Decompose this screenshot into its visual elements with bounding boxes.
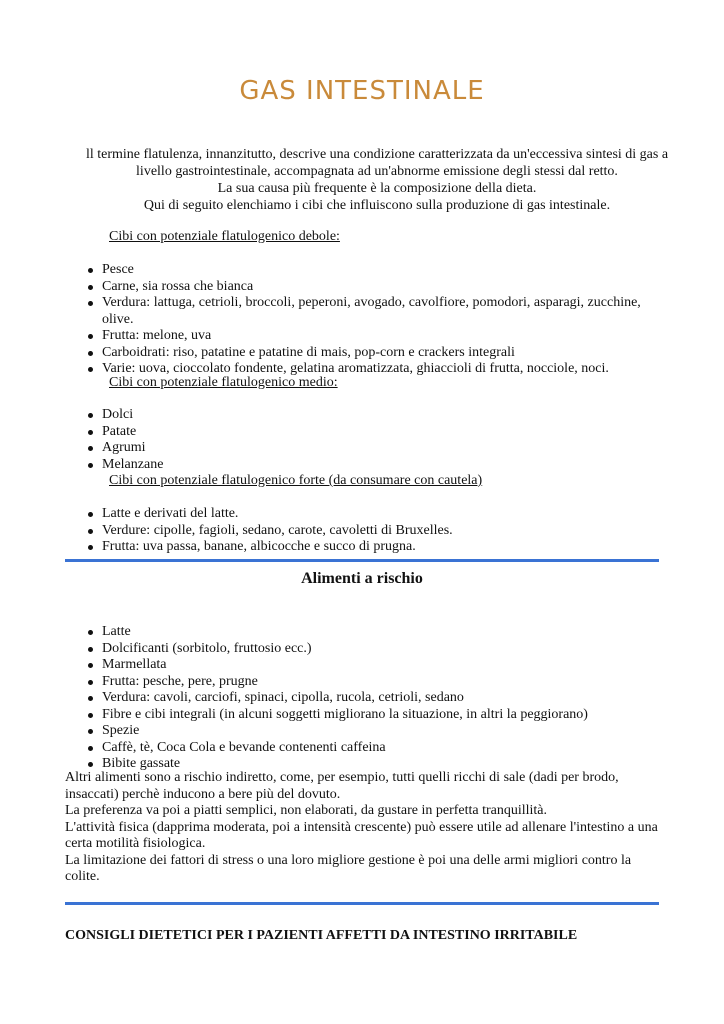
footer-heading: CONSIGLI DIETETICI PER I PAZIENTI AFFETTI DA INTESTINO IRRITABILE: [65, 928, 578, 943]
list-item: Verdura: lattuga, cetrioli, broccoli, peperoni, avogado, cavolfiore, pomodori, asparagi, zucchine, olive.: [82, 295, 672, 328]
weak-list: [82, 262, 672, 378]
list-item: Patate: [82, 424, 672, 441]
list-item: Frutta: uva passa, banane, albicocche e succo di prugna.: [82, 539, 672, 556]
medium-heading: Cibi con potenziale flatulogenico medio:: [109, 375, 338, 390]
strong-list: [82, 506, 672, 556]
list-item: Agrumi: [82, 440, 672, 457]
body-paragraph: L'attività fisica (dapprima moderata, poi a intensità crescente) può essere utile ad allenare l'intestino a una certa motilità fisiologica.: [65, 819, 658, 851]
strong-heading: Cibi con potenziale flatulogenico forte (da consumare con cautela): [109, 473, 483, 488]
list-item: Spezie: [82, 723, 672, 740]
list-item: Verdura: cavoli, carciofi, spinaci, cipolla, rucola, cetrioli, sedano: [82, 690, 672, 707]
list-item: Frutta: pesche, pere, prugne: [82, 674, 672, 691]
list-item: Varie: uova, cioccolato fondente, gelatina aromatizzata, ghiaccioli di frutta, nocciole, noci.: [82, 361, 672, 378]
list-item: Dolcificanti (sorbitolo, fruttosio ecc.): [82, 641, 672, 658]
list-item: Carne, sia rossa che bianca: [82, 279, 672, 296]
risk-paragraphs: [65, 770, 665, 886]
page-title: GAS INTESTINALE: [239, 76, 485, 106]
intro-paragraph: La sua causa più frequente è la composizione della dieta.: [217, 181, 537, 196]
list-item: Marmellata: [82, 657, 672, 674]
list-item: Latte e derivati del latte.: [82, 506, 672, 523]
list-item: Frutta: melone, uva: [82, 328, 672, 345]
risk-heading: Alimenti a rischio: [301, 570, 423, 587]
body-paragraph: La limitazione dei fattori di stress o una loro migliore gestione è poi una delle armi migliori contro la colite.: [65, 852, 632, 884]
list-item: Dolci: [82, 407, 672, 424]
list-item: Caffè, tè, Coca Cola e bevande contenenti caffeina: [82, 740, 672, 757]
body-paragraph: La preferenza va poi a piatti semplici, non elaborati, da gustare in perfetta tranquillità.: [65, 803, 548, 818]
list-item: Melanzane: [82, 457, 672, 474]
intro-section: [82, 146, 672, 214]
intro-paragraph: ll termine flatulenza, innanzitutto, descrive una condizione caratterizzata da un'eccessiva sintesi di gas a livello gastrointestinale, accompagnata ad un'abnorme emissione degli stessi dal retto.: [85, 147, 669, 179]
list-item: Pesce: [82, 262, 672, 279]
list-item: Bibite gassate: [82, 756, 672, 773]
list-item: Carboidrati: riso, patatine e patatine di mais, pop-corn e crackers integrali: [82, 345, 672, 362]
intro-paragraph: Qui di seguito elenchiamo i cibi che influiscono sulla produzione di gas intestinale.: [143, 198, 611, 213]
body-paragraph: Altri alimenti sono a rischio indiretto, come, per esempio, tutti quelli ricchi di sale (dadi per brodo, insaccati) perchè inducono a bere più del dovuto.: [65, 770, 619, 802]
list-item: Fibre e cibi integrali (in alcuni soggetti migliorano la situazione, in altri la peggiorano): [82, 707, 672, 724]
section-divider: [65, 559, 659, 562]
list-item: Latte: [82, 624, 672, 641]
list-item: Verdure: cipolle, fagioli, sedano, carote, cavoletti di Bruxelles.: [82, 523, 672, 540]
risk-list: [82, 624, 672, 773]
weak-heading: Cibi con potenziale flatulogenico debole:: [109, 229, 340, 244]
section-divider: [65, 902, 659, 905]
medium-list: [82, 407, 672, 473]
